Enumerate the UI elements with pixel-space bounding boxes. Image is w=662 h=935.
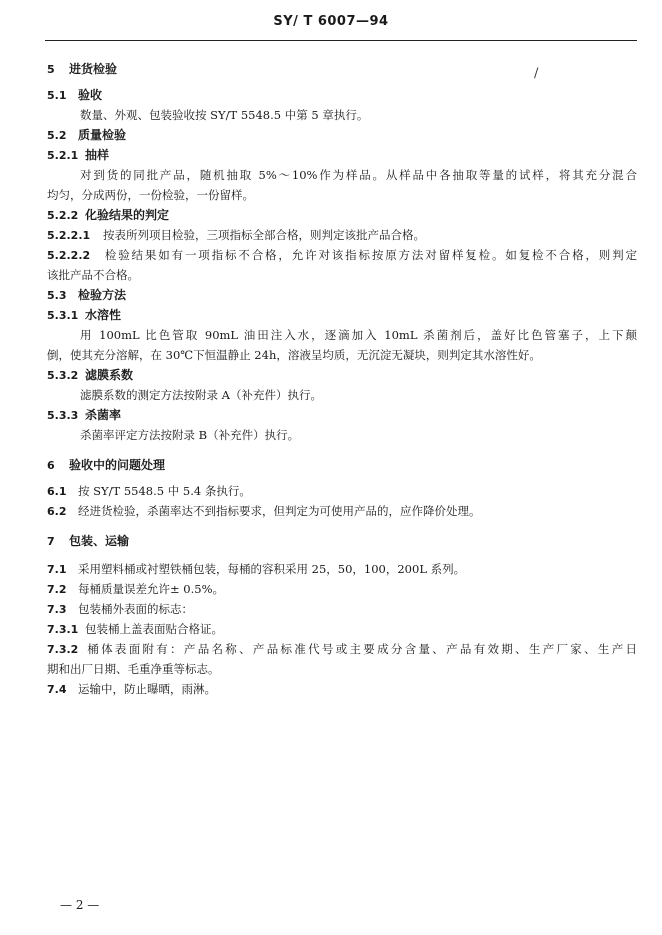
section-6-2: 6.2 经进货检验，杀菌率达不到指标要求，但判定为可使用产品的，应作降价处理。 (47, 504, 481, 518)
section-5-heading: 5 进货检验 (47, 62, 118, 76)
section-7-heading: 7 包装、运输 (47, 534, 130, 548)
section-6-1: 6.1 按 SY/T 5548.5 中 5.4 条执行。 (47, 484, 251, 498)
section-5-2-heading: 5.2 质量检验 (47, 128, 127, 142)
section-5-2-2-1: 5.2.2.1 按表所列项目检验，三项指标全部合格，则判定该批产品合格。 (47, 228, 425, 242)
section-5-1-heading: 5.1 验收 (47, 88, 103, 102)
section-5-2-2-heading: 5.2.2 化验结果的判定 (47, 208, 170, 222)
section-5-3-2-text: 滤膜系数的测定方法按附录 A（补充件）执行。 (80, 388, 322, 402)
section-5-3-3-text: 杀菌率评定方法按附录 B（补充件）执行。 (80, 428, 300, 442)
section-5-3-1-text-line-2: 倒，使其充分溶解，在 30℃下恒温静止 24h，溶液呈均质，无沉淀无凝块，则判定其水溶性好。 (47, 348, 541, 362)
section-7-3-1: 7.3.1 包装桶上盖表面贴合格证。 (47, 622, 223, 636)
section-5-2-2-2-line-1: 5.2.2.2 检验结果如有一项指标不合格，允许对该指标按原方法对留样复检。如复检不合格，则判定 (47, 248, 637, 262)
section-7-3-2-line-1: 7.3.2 桶体表面附有：产品名称、产品标准代号或主要成分含量、产品有效期、生产厂家、生产日 (47, 642, 637, 656)
margin-mark: / (534, 66, 539, 81)
section-5-3-1-heading: 5.3.1 水溶性 (47, 308, 122, 322)
header-rule (45, 40, 637, 41)
section-7-3: 7.3 包装桶外表面的标志： (47, 602, 193, 616)
section-7-2: 7.2 每桶质量误差允许± 0.5%。 (47, 582, 225, 596)
section-5-3-2-heading: 5.3.2 滤膜系数 (47, 368, 134, 382)
section-5-3-3-heading: 5.3.3 杀菌率 (47, 408, 122, 422)
page-number: — 2 — (60, 898, 100, 912)
standard-code: SY/ T 6007—94 (273, 14, 389, 29)
section-6-heading: 6 验收中的问题处理 (47, 458, 166, 472)
section-5-2-1-heading: 5.2.1 抽样 (47, 148, 110, 162)
section-5-2-2-2-line-2: 该批产品不合格。 (47, 268, 139, 282)
section-5-3-heading: 5.3 检验方法 (47, 288, 127, 302)
section-7-3-2-line-2: 期和出厂日期、毛重净重等标志。 (47, 662, 220, 676)
section-5-2-1-text-line-2: 均匀，分成两份，一份检验，一份留样。 (47, 188, 254, 202)
section-5-2-1-text-line-1: 对到货的同批产品，随机抽取 5%～10%作为样品。从样品中各抽取等量的试样，将其充分混合 (80, 168, 637, 182)
section-7-1: 7.1 采用塑料桶或衬塑铁桶包装，每桶的容积采用 25，50，100，200L 系列。 (47, 562, 466, 576)
section-7-4: 7.4 运输中，防止曝晒，雨淋。 (47, 682, 216, 696)
section-5-1-text: 数量、外观、包装验收按 SY/T 5548.5 中第 5 章执行。 (80, 108, 369, 122)
section-5-3-1-text-line-1: 用 100mL 比色管取 90mL 油田注入水，逐滴加入 10mL 杀菌剂后，盖好比色管塞子，上下颠 (80, 328, 637, 342)
